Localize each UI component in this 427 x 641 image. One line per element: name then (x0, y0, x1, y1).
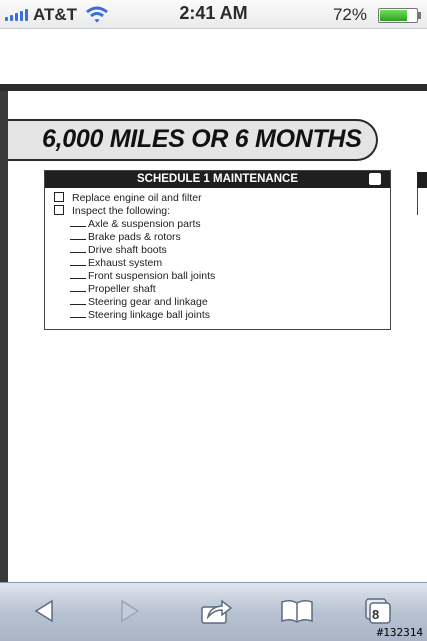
tab-count: 8 (372, 607, 380, 622)
inspection-item-label: Steering gear and linkage (88, 296, 208, 308)
back-icon[interactable] (30, 597, 60, 625)
schedule-header-label: SCHEDULE 1 MAINTENANCE (136, 173, 298, 185)
forward-icon[interactable] (114, 597, 144, 625)
inspection-item (70, 231, 181, 243)
checklist-item (54, 192, 202, 204)
inspection-item (70, 244, 167, 256)
checkbox-icon (54, 192, 64, 202)
title-banner (8, 119, 378, 161)
share-icon[interactable] (200, 597, 230, 625)
inspection-item-label: Propeller shaft (88, 283, 156, 295)
browser-toolbar (0, 582, 427, 641)
page-title: 6,000 MILES OR 6 MONTHS (42, 125, 362, 153)
inspection-item-label: Axle & suspension parts (88, 218, 201, 230)
tabs-icon[interactable] (364, 597, 394, 625)
bookmarks-icon[interactable] (280, 597, 314, 625)
blank-line (70, 291, 86, 292)
page-top-rule (0, 84, 427, 91)
inspection-item-label: Front suspension ball joints (88, 270, 216, 282)
inspection-item (70, 218, 201, 230)
page-left-rule (0, 91, 8, 582)
status-time: 2:41 AM (179, 3, 248, 23)
inspection-item (70, 296, 208, 308)
header-checkbox-icon (369, 173, 381, 185)
blank-line (70, 239, 86, 240)
schedule-header (45, 171, 390, 188)
web-page-viewport[interactable] (0, 29, 427, 582)
maintenance-schedule-box (44, 170, 391, 330)
blank-line (70, 226, 86, 227)
watermark: #132314 (376, 626, 423, 639)
adjacent-box-header-edge (417, 172, 427, 188)
inspection-item (70, 309, 210, 321)
adjacent-box-edge (417, 188, 418, 215)
blank-line (70, 278, 86, 279)
checklist-item-label: Replace engine oil and filter (72, 192, 202, 204)
blank-line (70, 317, 86, 318)
inspection-item (70, 257, 162, 269)
checklist-item (54, 205, 170, 217)
inspection-item (70, 283, 156, 295)
inspection-item-label: Drive shaft boots (88, 244, 167, 256)
checklist-item-label: Inspect the following: (72, 205, 171, 217)
inspection-item-label: Steering linkage ball joints (88, 309, 210, 321)
battery-icon (378, 8, 418, 23)
status-bar (0, 0, 427, 29)
inspection-item-label: Brake pads & rotors (88, 231, 181, 243)
blank-line (70, 265, 86, 266)
inspection-item-label: Exhaust system (88, 257, 163, 269)
inspection-item (70, 270, 215, 282)
blank-line (70, 252, 86, 253)
carrier-name: AT&T (33, 5, 78, 24)
battery-percent: 72% (332, 5, 367, 24)
blank-line (70, 304, 86, 305)
checkbox-icon (54, 205, 64, 215)
